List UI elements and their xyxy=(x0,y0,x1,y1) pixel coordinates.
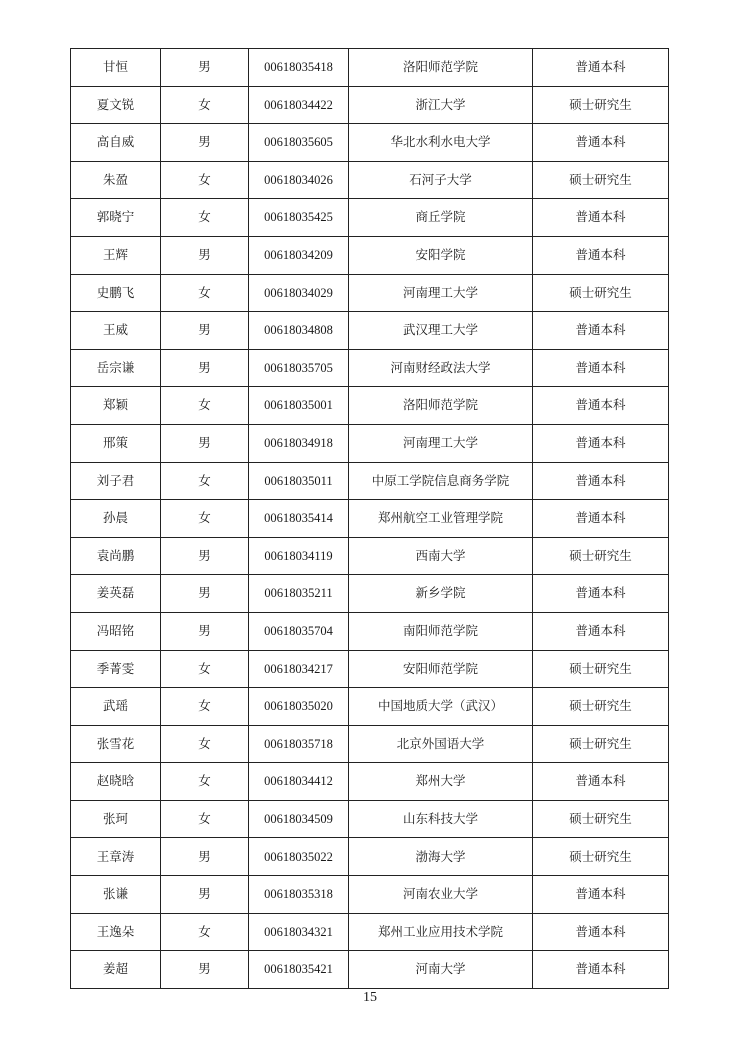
school-cell: 洛阳师范学院 xyxy=(349,387,533,425)
gender-cell: 女 xyxy=(161,387,249,425)
candidate-table xyxy=(70,48,669,989)
table-row xyxy=(71,763,669,801)
school-cell: 安阳师范学院 xyxy=(349,650,533,688)
exam-id-cell: 00618034321 xyxy=(249,913,349,951)
gender-cell: 男 xyxy=(161,124,249,162)
table-row xyxy=(71,49,669,87)
name-cell: 郭晓宁 xyxy=(71,199,161,237)
school-cell: 河南理工大学 xyxy=(349,274,533,312)
table-row xyxy=(71,236,669,274)
school-cell: 安阳学院 xyxy=(349,236,533,274)
exam-id-cell: 00618035414 xyxy=(249,500,349,538)
school-cell: 中国地质大学（武汉） xyxy=(349,688,533,726)
gender-cell: 男 xyxy=(161,537,249,575)
table-row xyxy=(71,387,669,425)
table-row xyxy=(71,500,669,538)
table-row xyxy=(71,650,669,688)
name-cell: 张谦 xyxy=(71,876,161,914)
table-row xyxy=(71,424,669,462)
school-cell: 中原工学院信息商务学院 xyxy=(349,462,533,500)
table-row xyxy=(71,612,669,650)
gender-cell: 女 xyxy=(161,161,249,199)
name-cell: 夏文锐 xyxy=(71,86,161,124)
school-cell: 河南大学 xyxy=(349,951,533,989)
table-row xyxy=(71,838,669,876)
degree-cell: 普通本科 xyxy=(533,462,669,500)
exam-id-cell: 00618035011 xyxy=(249,462,349,500)
degree-cell: 硕士研究生 xyxy=(533,274,669,312)
gender-cell: 女 xyxy=(161,650,249,688)
exam-id-cell: 00618034209 xyxy=(249,236,349,274)
gender-cell: 男 xyxy=(161,876,249,914)
degree-cell: 普通本科 xyxy=(533,951,669,989)
table-row xyxy=(71,124,669,162)
school-cell: 河南财经政法大学 xyxy=(349,349,533,387)
gender-cell: 女 xyxy=(161,199,249,237)
degree-cell: 普通本科 xyxy=(533,913,669,951)
degree-cell: 硕士研究生 xyxy=(533,161,669,199)
exam-id-cell: 00618034217 xyxy=(249,650,349,688)
degree-cell: 普通本科 xyxy=(533,876,669,914)
school-cell: 山东科技大学 xyxy=(349,800,533,838)
gender-cell: 女 xyxy=(161,86,249,124)
exam-id-cell: 00618035705 xyxy=(249,349,349,387)
table-row xyxy=(71,800,669,838)
gender-cell: 男 xyxy=(161,838,249,876)
school-cell: 郑州工业应用技术学院 xyxy=(349,913,533,951)
name-cell: 武瑶 xyxy=(71,688,161,726)
name-cell: 袁尚鹏 xyxy=(71,537,161,575)
table-row xyxy=(71,274,669,312)
degree-cell: 硕士研究生 xyxy=(533,688,669,726)
name-cell: 甘恒 xyxy=(71,49,161,87)
exam-id-cell: 00618034509 xyxy=(249,800,349,838)
gender-cell: 男 xyxy=(161,312,249,350)
exam-id-cell: 00618035718 xyxy=(249,725,349,763)
name-cell: 姜超 xyxy=(71,951,161,989)
exam-id-cell: 00618035605 xyxy=(249,124,349,162)
degree-cell: 硕士研究生 xyxy=(533,86,669,124)
degree-cell: 普通本科 xyxy=(533,575,669,613)
school-cell: 北京外国语大学 xyxy=(349,725,533,763)
degree-cell: 普通本科 xyxy=(533,763,669,801)
school-cell: 华北水利水电大学 xyxy=(349,124,533,162)
name-cell: 王章涛 xyxy=(71,838,161,876)
exam-id-cell: 00618035211 xyxy=(249,575,349,613)
name-cell: 刘子君 xyxy=(71,462,161,500)
table-row xyxy=(71,876,669,914)
gender-cell: 男 xyxy=(161,424,249,462)
degree-cell: 普通本科 xyxy=(533,500,669,538)
gender-cell: 男 xyxy=(161,49,249,87)
name-cell: 冯昭铭 xyxy=(71,612,161,650)
table-row xyxy=(71,688,669,726)
name-cell: 郑颖 xyxy=(71,387,161,425)
school-cell: 河南理工大学 xyxy=(349,424,533,462)
name-cell: 张珂 xyxy=(71,800,161,838)
degree-cell: 普通本科 xyxy=(533,49,669,87)
school-cell: 武汉理工大学 xyxy=(349,312,533,350)
table-row xyxy=(71,86,669,124)
table-row xyxy=(71,462,669,500)
table-row xyxy=(71,537,669,575)
exam-id-cell: 00618035418 xyxy=(249,49,349,87)
exam-id-cell: 00618035425 xyxy=(249,199,349,237)
name-cell: 朱盈 xyxy=(71,161,161,199)
name-cell: 岳宗谦 xyxy=(71,349,161,387)
degree-cell: 普通本科 xyxy=(533,387,669,425)
name-cell: 邢策 xyxy=(71,424,161,462)
gender-cell: 女 xyxy=(161,913,249,951)
school-cell: 河南农业大学 xyxy=(349,876,533,914)
name-cell: 赵晓晗 xyxy=(71,763,161,801)
gender-cell: 男 xyxy=(161,349,249,387)
degree-cell: 硕士研究生 xyxy=(533,650,669,688)
exam-id-cell: 00618034026 xyxy=(249,161,349,199)
table-row xyxy=(71,349,669,387)
exam-id-cell: 00618035318 xyxy=(249,876,349,914)
gender-cell: 女 xyxy=(161,462,249,500)
table-row xyxy=(71,161,669,199)
exam-id-cell: 00618034119 xyxy=(249,537,349,575)
school-cell: 渤海大学 xyxy=(349,838,533,876)
degree-cell: 硕士研究生 xyxy=(533,838,669,876)
exam-id-cell: 00618034918 xyxy=(249,424,349,462)
gender-cell: 女 xyxy=(161,500,249,538)
degree-cell: 普通本科 xyxy=(533,236,669,274)
exam-id-cell: 00618034422 xyxy=(249,86,349,124)
degree-cell: 硕士研究生 xyxy=(533,537,669,575)
school-cell: 西南大学 xyxy=(349,537,533,575)
degree-cell: 普通本科 xyxy=(533,124,669,162)
gender-cell: 女 xyxy=(161,763,249,801)
name-cell: 张雪花 xyxy=(71,725,161,763)
school-cell: 浙江大学 xyxy=(349,86,533,124)
school-cell: 新乡学院 xyxy=(349,575,533,613)
degree-cell: 普通本科 xyxy=(533,612,669,650)
name-cell: 孙晨 xyxy=(71,500,161,538)
degree-cell: 普通本科 xyxy=(533,424,669,462)
degree-cell: 普通本科 xyxy=(533,312,669,350)
name-cell: 季菁雯 xyxy=(71,650,161,688)
name-cell: 王威 xyxy=(71,312,161,350)
table-row xyxy=(71,725,669,763)
degree-cell: 普通本科 xyxy=(533,199,669,237)
name-cell: 王逸朵 xyxy=(71,913,161,951)
exam-id-cell: 00618034412 xyxy=(249,763,349,801)
name-cell: 姜英磊 xyxy=(71,575,161,613)
school-cell: 郑州大学 xyxy=(349,763,533,801)
exam-id-cell: 00618035001 xyxy=(249,387,349,425)
school-cell: 南阳师范学院 xyxy=(349,612,533,650)
exam-id-cell: 00618034808 xyxy=(249,312,349,350)
table-row xyxy=(71,951,669,989)
gender-cell: 女 xyxy=(161,688,249,726)
exam-id-cell: 00618035704 xyxy=(249,612,349,650)
exam-id-cell: 00618035421 xyxy=(249,951,349,989)
gender-cell: 女 xyxy=(161,800,249,838)
table-row xyxy=(71,312,669,350)
school-cell: 石河子大学 xyxy=(349,161,533,199)
gender-cell: 男 xyxy=(161,236,249,274)
name-cell: 高自威 xyxy=(71,124,161,162)
table-row xyxy=(71,913,669,951)
exam-id-cell: 00618035022 xyxy=(249,838,349,876)
name-cell: 史鹏飞 xyxy=(71,274,161,312)
school-cell: 商丘学院 xyxy=(349,199,533,237)
gender-cell: 女 xyxy=(161,725,249,763)
gender-cell: 女 xyxy=(161,274,249,312)
school-cell: 郑州航空工业管理学院 xyxy=(349,500,533,538)
degree-cell: 普通本科 xyxy=(533,349,669,387)
name-cell: 王辉 xyxy=(71,236,161,274)
gender-cell: 男 xyxy=(161,612,249,650)
gender-cell: 男 xyxy=(161,575,249,613)
page-number: 15 xyxy=(363,990,377,1005)
table-row xyxy=(71,199,669,237)
school-cell: 洛阳师范学院 xyxy=(349,49,533,87)
table-row xyxy=(71,575,669,613)
gender-cell: 男 xyxy=(161,951,249,989)
degree-cell: 硕士研究生 xyxy=(533,725,669,763)
candidate-table-body xyxy=(71,49,669,989)
exam-id-cell: 00618035020 xyxy=(249,688,349,726)
degree-cell: 硕士研究生 xyxy=(533,800,669,838)
exam-id-cell: 00618034029 xyxy=(249,274,349,312)
